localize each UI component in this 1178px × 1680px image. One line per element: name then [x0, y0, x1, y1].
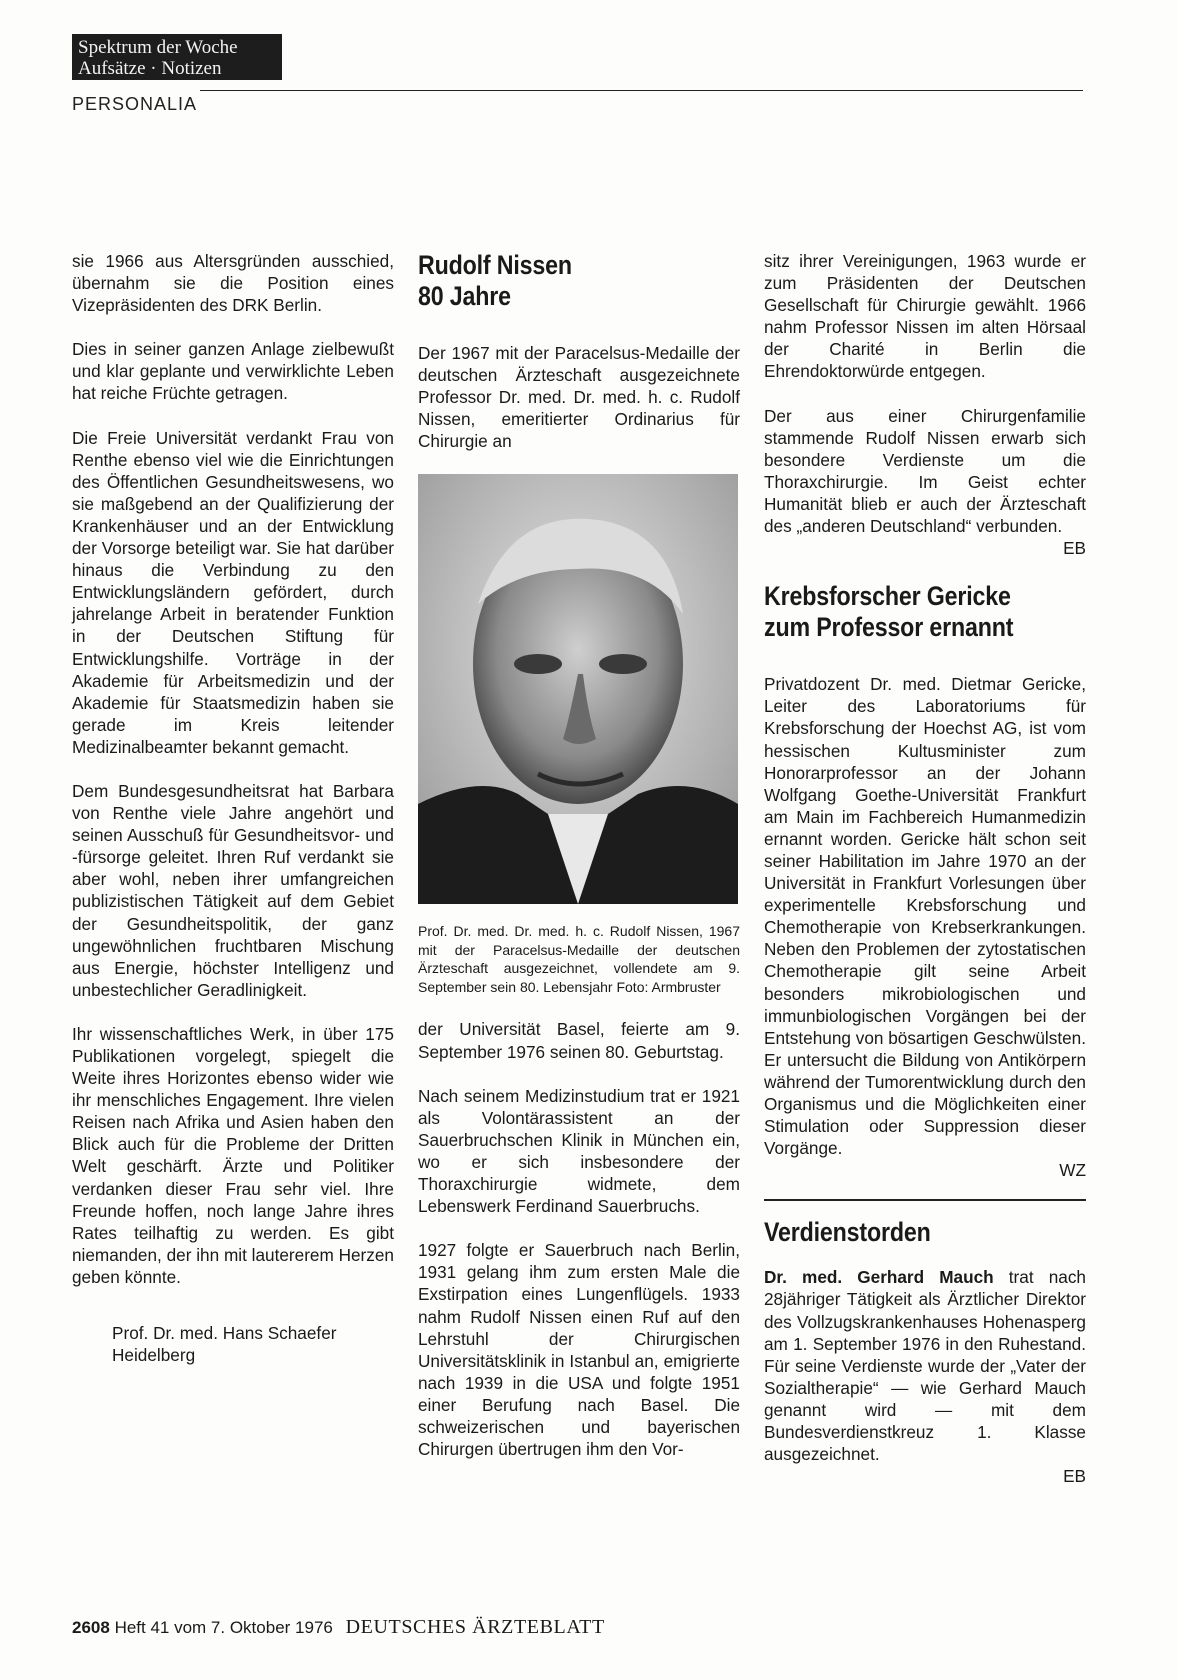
headline-verdienstorden: Verdienstorden [764, 1217, 931, 1248]
signature-wz: WZ [1059, 1160, 1086, 1181]
col2-paragraph-2: der Universität Basel, feierte am 9. September 1976 seinen 80. Geburtstag. [418, 1019, 740, 1062]
col2-paragraph-1: Der 1967 mit der Paracelsus-Medaille der deutschen Ärzteschaft ausgezeichnete Professor Dr. med. Dr. med. h. c. Rudolf Nissen, emeritierter Ordinarius für Chirurgie an [418, 343, 740, 452]
col1-paragraph-3: Die Freie Universität verdankt Frau von Renthe ebenso viel wie die Einrichtungen des Öffentlichen Gesundheitswesens, wo sie maßgebend an der Qualifizierung der Krankenhäuser und an der Entwicklung der Vorsorge beteiligt war. Sie hat darüber hinaus die Verbindung zu den Entwicklungsländern gefördert, durch jahrelange Arbeit in beratender Funktion in der Deutschen Stiftung für Entwicklungshilfe. Vorträge in der Akademie für Arbeitsmedizin und der Akademie für Staatsmedizin haben sie gerade im Kreis leitender Medizinalbeamter bekannt gemacht. [72, 427, 394, 757]
header-rule [200, 90, 1083, 91]
col3-paragraph-1: sitz ihrer Vereinigungen, 1963 wurde er zum Präsidenten der Deutschen Gesellschaft für Chirurgie gewählt. 1966 nahm Professor Nissen im alten Hörsaal der Charité in Berlin die Ehrendoktorwürde entgegen. [764, 251, 1086, 382]
headline-gericke-line-2: zum Professor ernannt [764, 612, 1014, 643]
headline-gericke-line-1: Krebsforscher Gericke [764, 581, 1011, 612]
article-author [72, 1322, 394, 1366]
column-2 [418, 250, 740, 1482]
section-divider [764, 1199, 1086, 1201]
column-1 [72, 250, 394, 1366]
column-3 [764, 250, 1086, 1487]
signature-eb-2: EB [1063, 1466, 1086, 1487]
headline-gericke [764, 581, 1041, 643]
author-name: Prof. Dr. med. Hans Schaefer [112, 1323, 337, 1344]
headline-nissen-line-1: Rudolf Nissen [418, 250, 572, 280]
headline-nissen-line-2: 80 Jahre [418, 281, 511, 311]
issue-info: Heft 41 vom 7. Oktober 1976 [114, 1618, 333, 1637]
mauch-name: Dr. med. Gerhard Mauch [764, 1267, 994, 1288]
col1-paragraph-4: Dem Bundesgesundheitsrat hat Barbara von Renthe viele Jahre angehört und seinen Ausschuß für Gesundheitsvor- und -fürsorge geleitet. Ihren Ruf verdankt sie aber wohl, neben ihrer umfangreichen publizistischen Tätigkeit auf dem Gebiet der Gesundheitspolitik, der ganz ungewöhnlichen fruchtbaren Mischung aus Energie, höchster Intelligenz und unbestechlicher Geradlinigkeit. [72, 780, 394, 1000]
mauch-text: trat nach 28jähriger Tätigkeit als Ärztlicher Direktor des Vollzugskrankenhauses Hohenasperg am 1. September 1976 in den Ruhestand. Für seine Verdienste wurde der „Vater der Sozialtherapie“ — wie Gerhard Mauch genannt wird — mit dem Bundesverdienstkreuz 1. Klasse ausgezeichnet. [764, 1267, 1086, 1465]
col1-paragraph-1: sie 1966 aus Altersgründen ausschied, übernahm sie die Position eines Vizepräsidenten des DRK Berlin. [72, 251, 394, 316]
col3-paragraph-3: Privatdozent Dr. med. Dietmar Gericke, Leiter des Laboratoriums für Krebsforschung der Hoechst AG, ist vom hessischen Kultusminister zum Honorarprofessor an der Johann Wolfgang Goethe-Universität Frankfurt am Main im Fachbereich Humanmedizin ernannt worden. Gericke hält schon seit seiner Habilitation im Jahre 1970 an der Universität in Frankfurt Vorlesungen über experimentelle Krebsforschung und Chemotherapie von Krebserkrankungen. Neben den Problemen der zytostatischen Chemotherapie gilt seine Arbeit besonders mikrobiologischen und immunbiologischen Vorgängen bei der Entstehung von bösartigen Geschwülsten. Er untersucht die Bildung von Antikörpern während der Tumorentwicklung durch den Organismus und die Möglichkeiten einer Stimulation oder Suppression dieser Vorgänge. [764, 674, 1086, 1159]
col2-paragraph-3: Nach seinem Medizinstudium trat er 1921 als Volontärassistent an der Sauerbruchschen Klinik in München ein, wo er sich insbesondere der Thoraxchirurgie widmete, dem Lebenswerk Ferdinand Sauerbruchs. [418, 1085, 740, 1217]
signature-eb-1: EB [1063, 538, 1086, 559]
badge-line-1: Spektrum der Woche [78, 37, 238, 58]
col1-paragraph-2: Dies in seiner ganzen Anlage zielbewußt und klar geplante und verwirklichte Leben hat reiche Früchte getragen. [72, 339, 394, 404]
col2-paragraph-4: 1927 folgte er Sauerbruch nach Berlin, 1931 gelang ihm zum ersten Male die Exstirpation eines Lungenflügels. 1933 nahm Rudolf Nissen einen Ruf auf den Lehrstuhl der Chirurgischen Universitätsklinik in Istanbul an, emigrierte nach 1939 in die USA und folgte 1951 einer Berufung nach Basel. Die schweizerischen und bayerischen Chirurgen übertrugen ihm den Vor- [418, 1240, 740, 1460]
author-city: Heidelberg [112, 1345, 196, 1366]
photo-caption: Prof. Dr. med. Dr. med. h. c. Rudolf Nissen, 1967 mit der Paracelsus-Medaille der deutschen Ärzteschaft ausgezeichnet, vollendete am 9. September sein 80. Lebensjahr Foto: Armbruster [418, 923, 740, 995]
section-label: PERSONALIA [72, 94, 198, 114]
badge-line-2: Aufsätze · Notizen [78, 58, 222, 79]
col3-paragraph-2: Der aus einer Chirurgenfamilie stammende Rudolf Nissen erwarb sich besondere Verdienste um die Thoraxchirurgie. Im Geist echter Humanität blieb er auch der Ärzteschaft des „anderen Deutschland“ verbunden. [764, 405, 1086, 537]
publication-name: DEUTSCHES ÄRZTEBLATT [345, 1616, 605, 1638]
portrait-photo [418, 474, 738, 904]
page-number: 2608 [72, 1618, 110, 1637]
col3-paragraph-4 [764, 1266, 1086, 1465]
section-badge [72, 34, 282, 80]
col1-paragraph-5: Ihr wissenschaftliches Werk, in über 175 Publikationen vorgelegt, spiegelt die Weite ihres Horizontes ebenso wider wie ihr menschliches Engagement. Ihre vielen Reisen nach Afrika und Asien haben den Blick auch für die Probleme der Dritten Welt geschärft. Ärzte und Politiker verdanken dieser Frau sehr viel. Ihre Freunde hoffen, noch lange Jahre ihres Rates teilhaftig zu werden. Es gibt niemanden, der ihn mit lautererem Herzen geben könnte. [72, 1023, 394, 1287]
headline-nissen [418, 250, 695, 312]
page-footer [72, 1616, 605, 1639]
